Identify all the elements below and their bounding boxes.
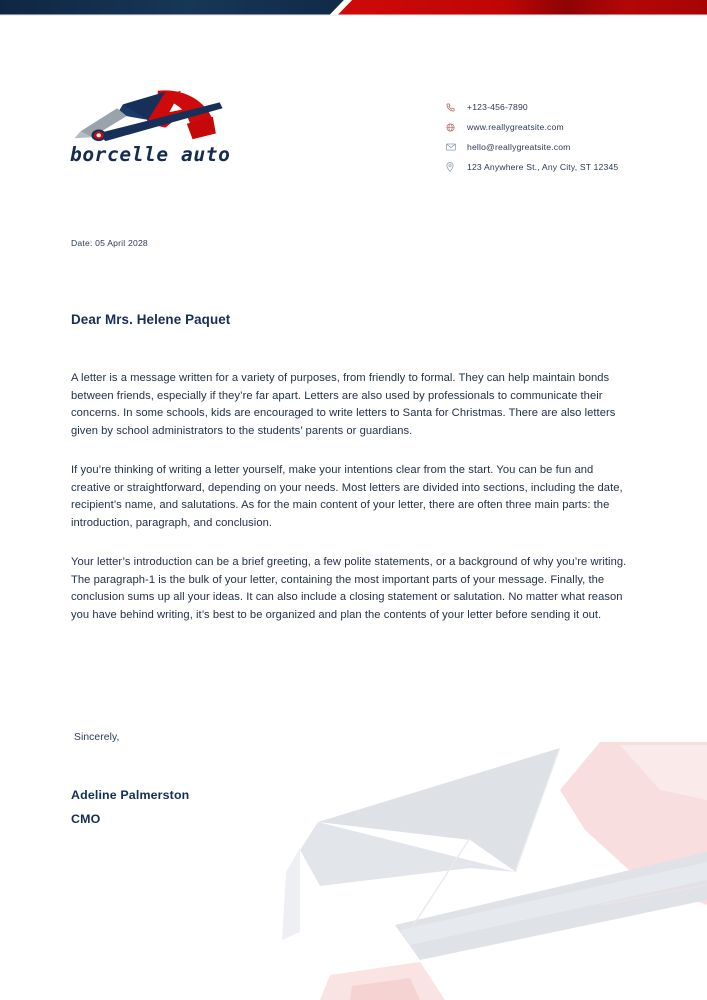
contact-website-text[interactable]: www.reallygreatsite.com (467, 122, 564, 132)
location-pin-icon (446, 161, 460, 173)
signature-name: Adeline Palmerston (71, 788, 190, 802)
contact-phone-text[interactable]: +123-456-7890 (467, 102, 528, 112)
contact-info-list (446, 97, 696, 177)
contact-address-text: 123 Anywhere St., Any City, ST 12345 (467, 162, 619, 172)
letter-paragraph-1: A letter is a message written for a variety of purposes, from friendly to formal. They can help maintain bonds between friends, especially if they’re far apart. Letters are also used by professionals to communicate their concerns. In some schools, kids are encouraged to write letters to Santa for Christmas. There are also letters given by school administrators to the students’ parents or guardians. (71, 372, 616, 437)
contact-row-phone (446, 97, 696, 117)
letter-closing: Sincerely, (74, 732, 120, 743)
company-wordmark: borcelle auto (70, 143, 231, 166)
letter-body (71, 370, 633, 646)
contact-email-text[interactable]: hello@reallygreatsite.com (467, 142, 571, 152)
letter-salutation: Dear Mrs. Helene Paquet (71, 312, 231, 327)
letter-paragraph-3: Your letter’s introduction can be a brief greeting, a few polite statements, or a background of why you’re writing. The paragraph-1 is the bulk of your letter, containing the most important parts of your message. Finally, the conclusion sums up all your ideas. It can also include a closing statement or salutation. No matter what reason you have behind writing, it’s best to be organized and plan the contents of your letter before sending it out. (71, 556, 627, 621)
letter-paragraph-2: If you’re thinking of writing a letter yourself, make your intentions clear from the start. You can be fun and creative or straightforward, depending on your needs. Most letters are divided into sections, including the date, recipient’s name, and salutations. As for the main content of your letter, there are often three main parts: the introduction, paragraph, and conclusion. (71, 464, 623, 529)
globe-icon (446, 121, 460, 133)
contact-row-website (446, 117, 696, 137)
company-logo (70, 85, 290, 180)
speedometer-needle-icon (70, 85, 230, 145)
envelope-icon (446, 141, 460, 153)
contact-row-address (446, 157, 696, 177)
letterhead-header (0, 0, 707, 200)
contact-row-email (446, 137, 696, 157)
signature-title: CMO (71, 812, 101, 826)
phone-icon (446, 101, 460, 113)
letter-date: Date: 05 April 2028 (71, 238, 148, 248)
